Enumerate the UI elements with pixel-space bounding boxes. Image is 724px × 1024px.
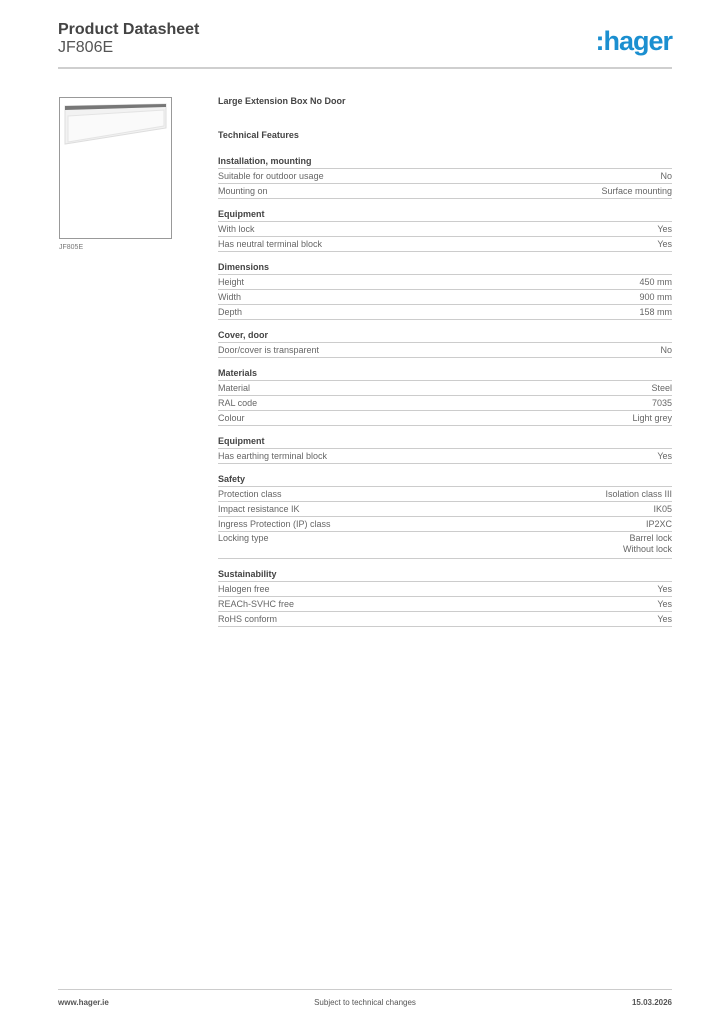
spec-value-line: Without lock [622, 543, 672, 554]
spec-row [218, 487, 672, 502]
spec-value [657, 238, 672, 251]
spec-label: Has earthing terminal block [218, 450, 328, 461]
spec-value-line: Yes [657, 223, 672, 234]
section-heading: Materials [218, 367, 672, 381]
product-code: JF806E [58, 39, 114, 56]
spec-row [218, 532, 672, 559]
spec-section [218, 367, 672, 426]
spec-section [218, 261, 672, 320]
spec-value-line: Surface mounting [601, 185, 672, 196]
spec-label: Locking type [218, 532, 269, 543]
spec-row [218, 449, 672, 464]
spec-label: RoHS conform [218, 613, 278, 624]
header-divider [58, 67, 672, 69]
spec-label: Protection class [218, 488, 282, 499]
spec-row [218, 169, 672, 184]
section-heading: Cover, door [218, 329, 672, 343]
spec-label: Colour [218, 412, 245, 423]
product-image [59, 97, 172, 239]
section-heading: Sustainability [218, 568, 672, 582]
spec-label: Ingress Protection (IP) class [218, 518, 331, 529]
spec-row [218, 290, 672, 305]
hager-logo: :hager [595, 26, 672, 56]
spec-label: Suitable for outdoor usage [218, 170, 324, 181]
spec-value [639, 306, 672, 319]
spec-value-line: Yes [657, 238, 672, 249]
spec-value [652, 397, 672, 410]
spec-value [657, 450, 672, 463]
spec-value-line: Yes [657, 598, 672, 609]
spec-value [660, 344, 672, 357]
section-heading: Equipment [218, 208, 672, 222]
spec-row [218, 396, 672, 411]
spec-row [218, 305, 672, 320]
spec-value-line: 900 mm [639, 291, 672, 302]
footer-divider [58, 989, 672, 990]
spec-value [632, 412, 672, 425]
spec-row [218, 582, 672, 597]
spec-label: Has neutral terminal block [218, 238, 323, 249]
spec-value [601, 185, 672, 198]
spec-value [605, 488, 672, 501]
spec-value-line: Yes [657, 613, 672, 624]
spec-row [218, 343, 672, 358]
spec-section [218, 473, 672, 559]
spec-value-line: No [660, 344, 672, 355]
spec-row [218, 517, 672, 532]
spec-row [218, 597, 672, 612]
spec-label: Halogen free [218, 583, 270, 594]
spec-value-line: IK05 [653, 503, 672, 514]
spec-row [218, 381, 672, 396]
footer-website[interactable]: www.hager.ie [58, 998, 109, 1007]
spec-value [657, 598, 672, 611]
image-caption: JF805E [59, 244, 84, 251]
spec-section [218, 208, 672, 252]
spec-value-line: Yes [657, 583, 672, 594]
spec-value-line: 7035 [651, 397, 672, 408]
spec-row [218, 502, 672, 517]
section-heading: Dimensions [218, 261, 672, 275]
spec-label: Width [218, 291, 242, 302]
spec-row [218, 222, 672, 237]
spec-label: Mounting on [218, 185, 268, 196]
spec-section [218, 155, 672, 199]
spec-label: With lock [218, 223, 255, 234]
spec-value-line: Isolation class III [605, 488, 672, 499]
spec-label: Height [218, 276, 245, 287]
spec-value-line: Yes [657, 450, 672, 461]
spec-row [218, 612, 672, 627]
features-title: Technical Features [218, 130, 299, 140]
spec-row [218, 411, 672, 426]
spec-row [218, 275, 672, 290]
spec-value [657, 613, 672, 626]
spec-section [218, 568, 672, 627]
spec-value [653, 503, 672, 516]
spec-value-line: Light grey [632, 412, 672, 423]
spec-label: REACh-SVHC free [218, 598, 295, 609]
section-heading: Safety [218, 473, 672, 487]
spec-label: Impact resistance IK [218, 503, 300, 514]
spec-value-line: Steel [651, 382, 672, 393]
spec-label: Door/cover is transparent [218, 344, 320, 355]
spec-value [651, 382, 672, 395]
spec-value [646, 518, 672, 531]
spec-value-line: No [660, 170, 672, 181]
spec-value [660, 170, 672, 183]
spec-value [623, 533, 672, 555]
spec-row [218, 237, 672, 252]
spec-value-line: 158 mm [639, 306, 672, 317]
product-title: Large Extension Box No Door [218, 96, 346, 106]
footer-date: 15.03.2026 [631, 998, 672, 1007]
spec-value-line: Barrel lock [629, 532, 672, 543]
spec-section [218, 435, 672, 464]
spec-value-line: 450 mm [639, 276, 672, 287]
spec-label: Material [218, 382, 251, 393]
datasheet-content [218, 96, 672, 636]
page-title: Product Datasheet [58, 21, 200, 38]
spec-value [657, 583, 672, 596]
section-heading: Installation, mounting [218, 155, 672, 169]
spec-section [218, 329, 672, 358]
spec-row [218, 184, 672, 199]
section-heading: Equipment [218, 435, 672, 449]
spec-value [639, 291, 672, 304]
spec-value [657, 223, 672, 236]
spec-value [639, 276, 672, 289]
spec-label: Depth [218, 306, 243, 317]
footer-note: Subject to technical changes [314, 998, 416, 1007]
spec-label: RAL code [218, 397, 258, 408]
spec-value-line: IP2XC [645, 518, 672, 529]
